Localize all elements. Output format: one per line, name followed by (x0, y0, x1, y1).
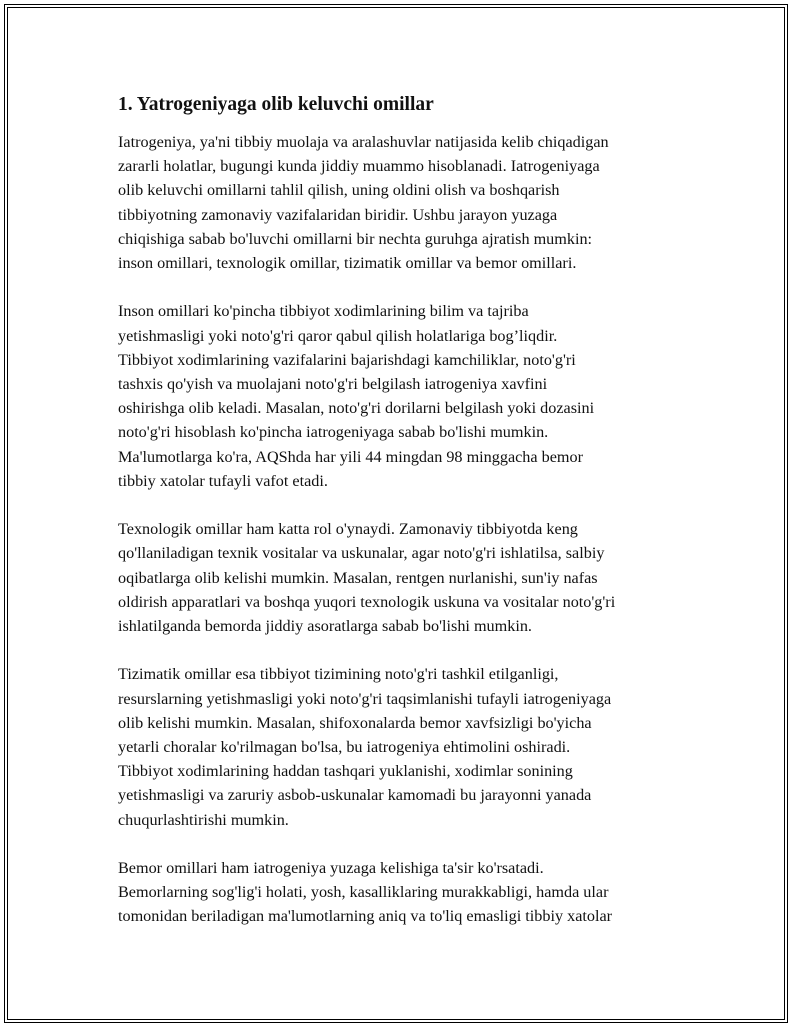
text-line: Bemor omillari ham iatrogeniya yuzaga kelishiga ta'sir ko'rsatadi. (118, 859, 544, 878)
text-line: chiqishiga sabab bo'luvchi omillarni bir nechta guruhga ajratish mumkin: (118, 229, 593, 248)
text-line: Tizimatik omillar esa tibbiyot tizimining noto'g'ri tashkil etilganligi, (118, 665, 559, 684)
text-line: tomonidan beriladigan ma'lumotlarning aniq va to'liq emasligi tibbiy xatolar (118, 907, 613, 926)
section-heading: 1. Yatrogeniyaga olib keluvchi omillar (118, 94, 434, 115)
text-line: zararli holatlar, bugungi kunda jiddiy muammo hisoblanadi. Iatrogeniyaga (118, 157, 600, 176)
text-line: Inson omillari ko'pincha tibbiyot xodimlarining bilim va tajriba (118, 302, 529, 321)
text-line: tibbiy xatolar tufayli vafot etadi. (118, 471, 328, 490)
paragraph-introduction (118, 130, 688, 275)
text-line: ishlatilganda bemorda jiddiy asoratlarga sabab bo'lishi mumkin. (118, 617, 532, 636)
text-line: olib keluvchi omillarni tahlil qilish, uning oldini olish va boshqarish (118, 181, 560, 200)
text-line: Iatrogeniya, ya'ni tibbiy muolaja va aralashuvlar natijasida kelib chiqadigan (118, 133, 609, 151)
text-line: yetishmasligi va zaruriy asbob-uskunalar kamomadi bu jarayonni yanada (118, 786, 592, 805)
paragraph-technological-factors (118, 517, 688, 638)
paragraph-patient-factors (118, 856, 688, 929)
text-line: yetishmasligi yoki noto'g'ri qaror qabul qilish holatlariga bog’liqdir. (118, 326, 558, 345)
paragraph-human-factors (118, 299, 688, 493)
text-line: Tibbiyot xodimlarining vazifalarini bajarishdagi kamchiliklar, noto'g'ri (118, 350, 576, 369)
text-line: tibbiyotning zamonaviy vazifalaridan biridir. Ushbu jarayon yuzaga (118, 205, 558, 224)
text-line: Ma'lumotlarga ko'ra, AQShda har yili 44 mingdan 98 minggacha bemor (118, 447, 583, 466)
text-line: Texnologik omillar ham katta rol o'ynaydi. Zamonaviy tibbiyotda keng (118, 520, 578, 539)
text-line: qo'llaniladigan texnik vositalar va uskunalar, agar noto'g'ri ishlatilsa, salbiy (118, 544, 605, 563)
text-line: chuqurlashtirishi mumkin. (118, 810, 289, 829)
text-line: yetarli choralar ko'rilmagan bo'lsa, bu iatrogeniya ehtimolini oshiradi. (118, 738, 571, 757)
text-line: tashxis qo'yish va muolajani noto'g'ri belgilash iatrogeniya xavfini (118, 375, 548, 394)
text-line: oshirishga olib keladi. Masalan, noto'g'ri dorilarni belgilash yoki dozasini (118, 399, 595, 418)
text-line: resurslarning yetishmasligi yoki noto'g'ri taqsimlanishi tufayli iatrogeniyaga (118, 689, 612, 708)
text-line: inson omillari, texnologik omillar, tizimatik omillar va bemor omillari. (118, 254, 577, 273)
paragraph-systemic-factors (118, 662, 688, 831)
text-line: oldirish apparatlari va boshqa yuqori texnologik uskuna va vositalar noto'g'ri (118, 592, 616, 611)
text-line: Bemorlarning sog'lig'i holati, yosh, kasalliklaring murakkabligi, hamda ular (118, 883, 609, 902)
text-line: noto'g'ri hisoblash ko'pincha iatrogeniyaga sabab bo'lishi mumkin. (118, 423, 549, 442)
text-line: oqibatlarga olib kelishi mumkin. Masalan, rentgen nurlanishi, sun'iy nafas (118, 568, 598, 587)
document-body (118, 92, 688, 953)
text-line: olib kelishi mumkin. Masalan, shifoxonalarda bemor xavfsizligi bo'yicha (118, 713, 592, 732)
text-line: Tibbiyot xodimlarining haddan tashqari yuklanishi, xodimlar sonining (118, 762, 573, 781)
